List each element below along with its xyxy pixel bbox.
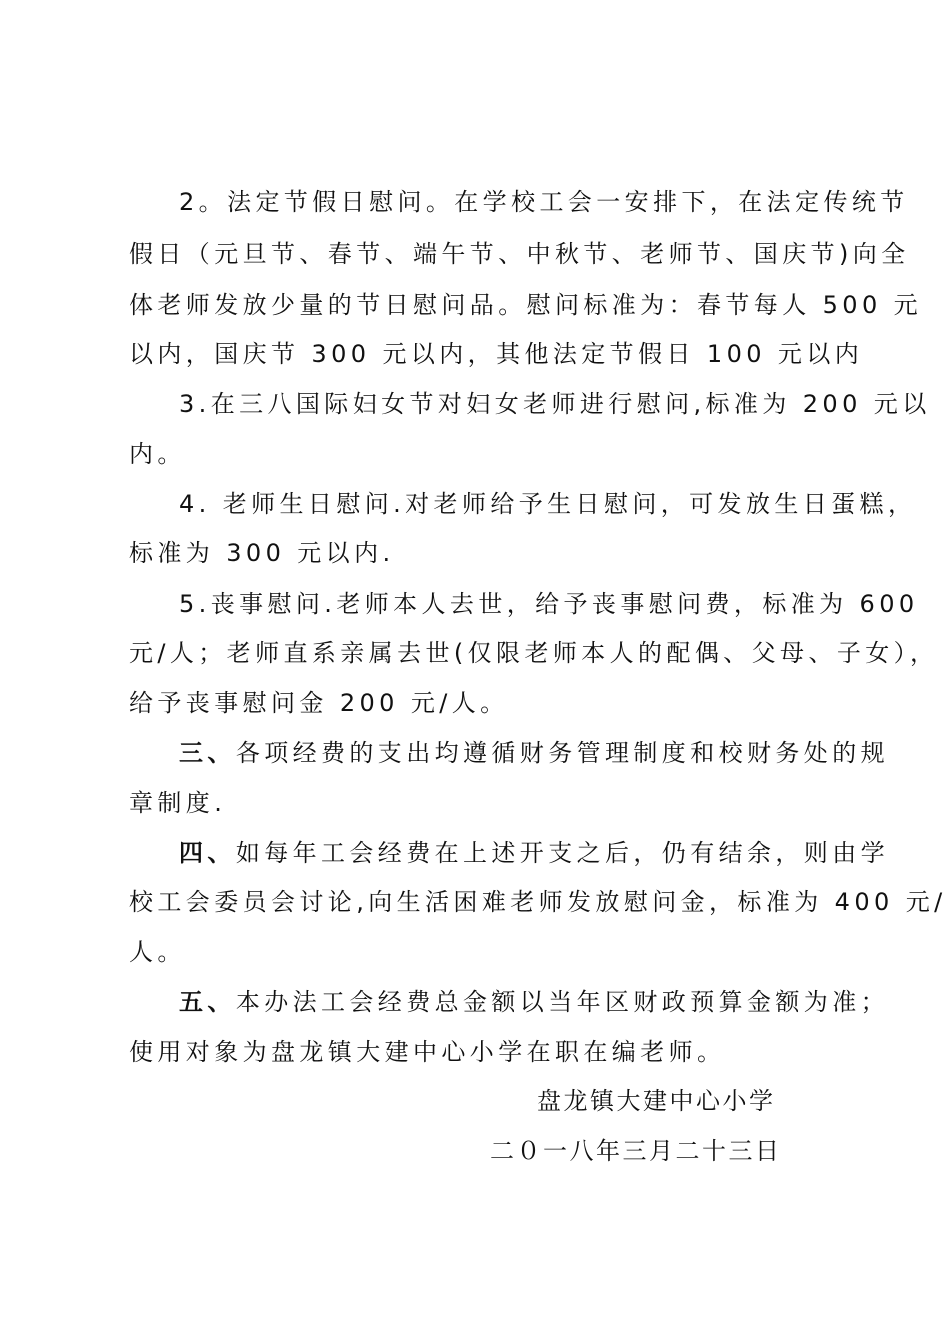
section-five-line-2: 使用对象为盘龙镇大建中心小学在职在编老师。 bbox=[129, 1038, 726, 1066]
paragraph-5-line-3: 给予丧事慰问金 200 元/人。 bbox=[129, 689, 509, 717]
section-four-line-3: 人。 bbox=[129, 938, 186, 966]
section-three-line-2: 章制度. bbox=[129, 789, 227, 817]
section-four-label: 四、 bbox=[179, 839, 236, 867]
section-five-text: 本办法工会经费总金额以当年区财政预算金额为准； bbox=[235, 988, 890, 1016]
signature-organization: 盘龙镇大建中心小学 bbox=[537, 1087, 776, 1115]
paragraph-5-line-2: 元/人；老师直系亲属去世(仅限老师本人的配偶、父母、子女）， bbox=[129, 639, 939, 667]
section-four-line-1 bbox=[179, 837, 889, 869]
paragraph-2-line-2: 假日（元旦节、春节、端午节、中秋节、老师节、国庆节)向全 bbox=[129, 240, 910, 268]
paragraph-3-line-2: 内。 bbox=[129, 440, 186, 468]
paragraph-4-line-1: 4. 老师生日慰问.对老师给予生日慰问，可发放生日蛋糕， bbox=[179, 490, 917, 518]
paragraph-2-line-4: 以内，国庆节 300 元以内，其他法定节假日 100 元以内 bbox=[129, 340, 864, 368]
paragraph-2-line-1: 2。法定节假日慰问。在学校工会一安排下，在法定传统节 bbox=[179, 188, 909, 216]
section-five-label: 五、 bbox=[179, 988, 236, 1016]
signature-date: 二０一八年三月二十三日 bbox=[490, 1137, 782, 1165]
paragraph-4-line-2: 标准为 300 元以内. bbox=[129, 539, 395, 567]
paragraph-5-line-1: 5.丧事慰问.老师本人去世，给予丧事慰问费，标准为 600 bbox=[179, 590, 919, 618]
paragraph-2-line-3: 体老师发放少量的节日慰问品。慰问标准为：春节每人 500 元 bbox=[129, 291, 923, 319]
section-five-line-1 bbox=[179, 986, 889, 1018]
paragraph-3-line-1: 3.在三八国际妇女节对妇女老师进行慰问,标准为 200 元以 bbox=[179, 390, 931, 418]
section-four-text: 如每年工会经费在上述开支之后，仍有结余，则由学 bbox=[235, 839, 890, 867]
section-three-text: 各项经费的支出均遵循财务管理制度和校财务处的规 bbox=[235, 739, 890, 767]
section-three-label: 三、 bbox=[179, 739, 236, 767]
section-four-line-2: 校工会委员会讨论,向生活困难老师发放慰问金，标准为 400 元/ bbox=[129, 888, 947, 916]
section-three-line-1 bbox=[179, 737, 889, 769]
